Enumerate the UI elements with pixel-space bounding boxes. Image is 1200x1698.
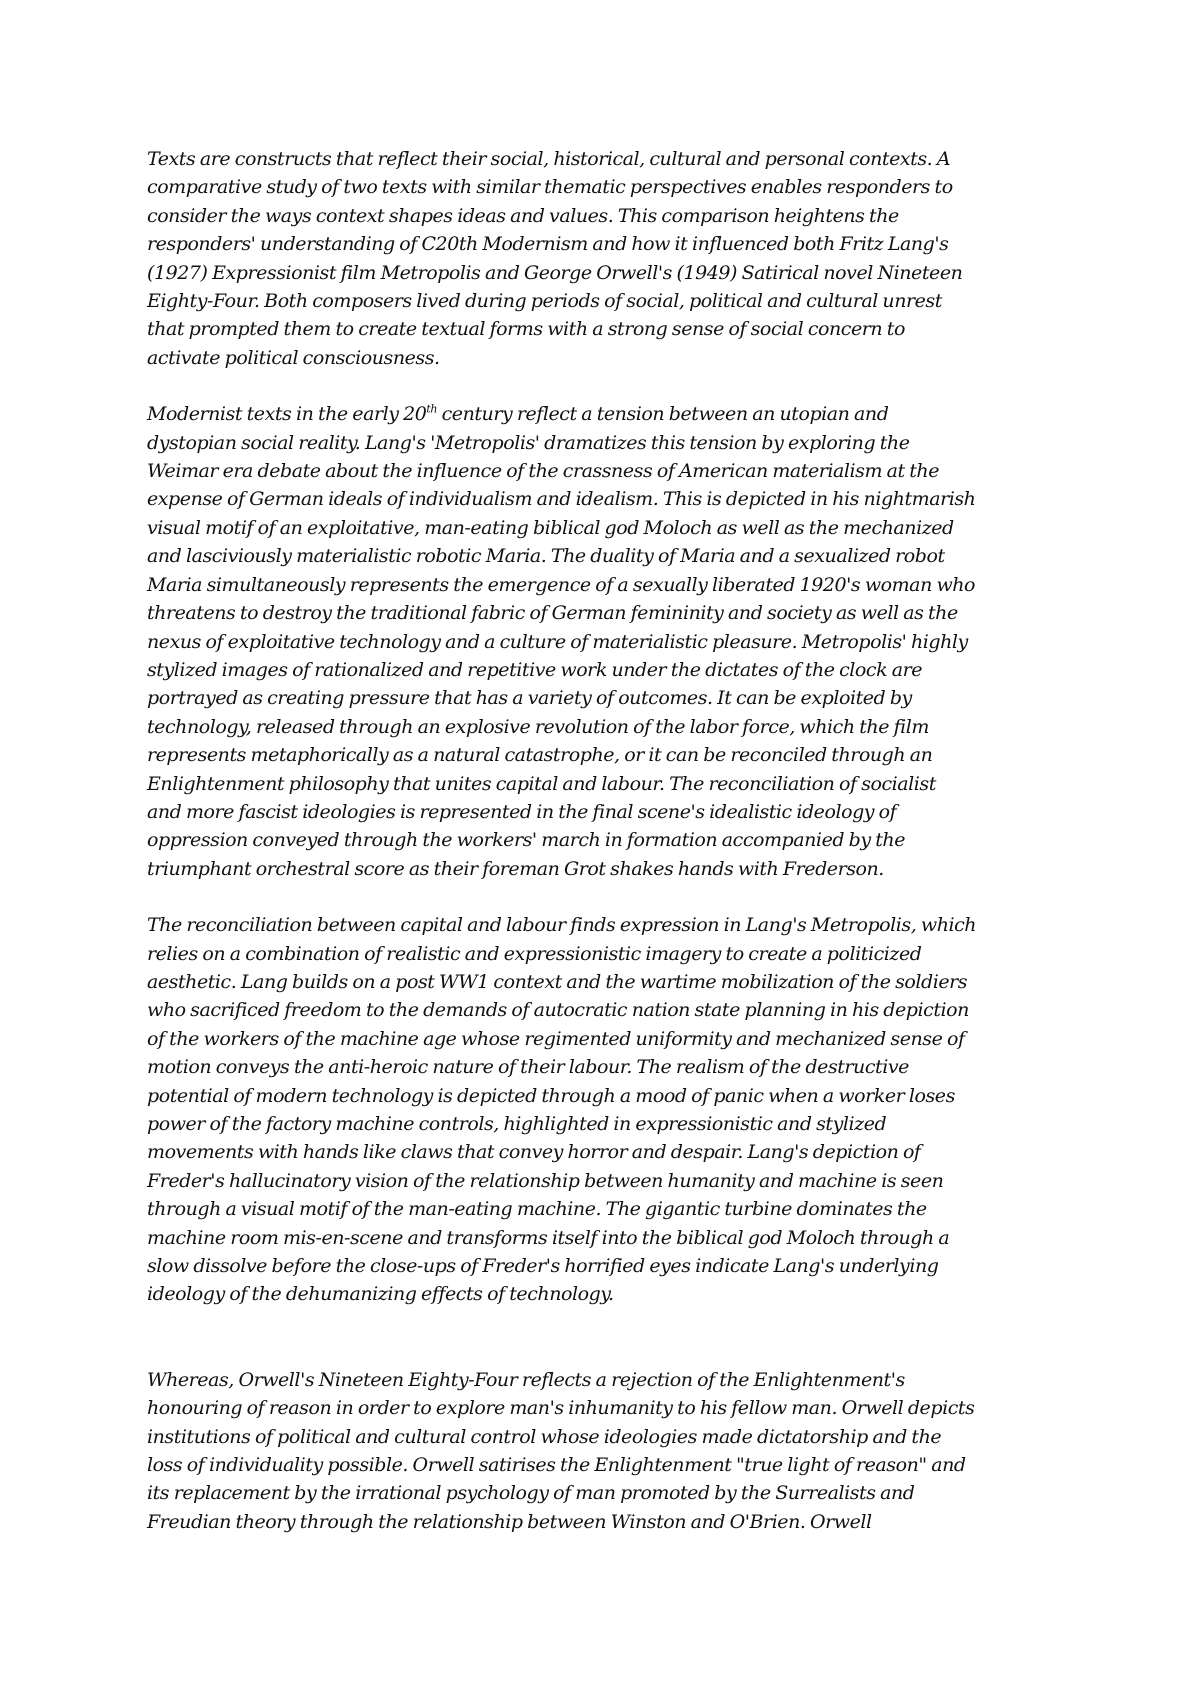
paragraph-spacer	[147, 883, 1067, 911]
paragraph-spacer	[147, 372, 1067, 400]
text-line: power of the factory machine controls, highlighted in expressionistic and stylized	[147, 1113, 887, 1135]
text-line: that prompted them to create textual forms with a strong sense of social concern to	[147, 318, 905, 341]
text-line: (1927) Expressionist film Metropolis and George Orwell's (1949) Satirical novel Nineteen	[147, 261, 963, 284]
text-line: through a visual motif of the man-eating machine. The gigantic turbine dominates the	[147, 1198, 927, 1221]
text-line: responders' understanding of C20th Modernism and how it influenced both Fritz Lang's	[147, 233, 949, 256]
text-line: honouring of reason in order to explore man's inhumanity to his fellow man. Orwell depicts	[147, 1397, 975, 1420]
text-line	[147, 400, 1067, 428]
text-line: its replacement by the irrational psychology of man promoted by the Surrealists and	[147, 1482, 915, 1505]
text-line: relies on a combination of realistic and expressionistic imagery to create a politicized	[147, 942, 922, 965]
text-line: visual motif of an exploitative, man-eating biblical god Moloch as well as the mechanized	[147, 516, 954, 539]
text-line: oppression conveyed through the workers' march in formation accompanied by the	[147, 829, 906, 852]
paragraph-spacer	[147, 1309, 1067, 1366]
text-line: of the workers of the machine age whose regimented uniformity and mechanized sense of	[147, 1027, 965, 1050]
text-line: slow dissolve before the close-ups of Freder's horrified eyes indicate Lang's underlying	[147, 1255, 939, 1278]
text-line: who sacrificed freedom to the demands of autocratic nation state planning in his depiction	[147, 999, 969, 1022]
text-line: motion conveys the anti-heroic nature of their labour. The realism of the destructive	[147, 1056, 909, 1079]
text-line: activate political consciousness.	[147, 346, 440, 369]
text-line: aesthetic. Lang builds on a post WW1 context and the wartime mobilization of the soldiers	[147, 970, 968, 993]
text-line: Freudian theory through the relationship between Winston and O'Brien. Orwell	[147, 1510, 872, 1533]
text-line: portrayed as creating pressure that has a variety of outcomes. It can be exploited by	[147, 687, 912, 710]
text-run: century reflect a tension between an utopian and	[437, 403, 889, 426]
text-line: represents metaphorically as a natural catastrophe, or it can be reconciled through an	[147, 744, 933, 767]
text-line: movements with hands like claws that convey horror and despair. Lang's depiction of	[147, 1141, 921, 1164]
document-body	[147, 145, 1067, 1536]
text-line: dystopian social reality. Lang's 'Metropolis' dramatizes this tension by exploring the	[147, 431, 910, 454]
text-line: and lasciviously materialistic robotic Maria. The duality of Maria and a sexualized robot	[147, 545, 945, 568]
text-line: expense of German ideals of individualism and idealism. This is depicted in his nightmarish	[147, 488, 976, 511]
text-line: institutions of political and cultural control whose ideologies made dictatorship and the	[147, 1425, 942, 1448]
text-line: nexus of exploitative technology and a culture of materialistic pleasure. Metropolis' highly	[147, 630, 968, 653]
paragraph-introduction	[147, 145, 1067, 372]
text-line: threatens to destroy the traditional fabric of German femininity and society as well as the	[147, 602, 958, 625]
superscript-ordinal: th	[426, 402, 437, 416]
text-line: Texts are constructs that reflect their social, historical, cultural and personal contexts. A	[147, 148, 951, 170]
text-line: Enlightenment philosophy that unites capital and labour. The reconciliation of socialist	[147, 772, 936, 795]
paragraph-modernist-texts	[147, 400, 1067, 883]
text-run: Modernist texts in the early 20	[147, 403, 427, 426]
paragraph-orwell	[147, 1366, 1067, 1536]
text-line: potential of modern technology is depicted through a mood of panic when a worker loses	[147, 1084, 955, 1107]
text-line: comparative study of two texts with similar thematic perspectives enables responders to	[147, 176, 953, 199]
text-line: The reconciliation between capital and labour finds expression in Lang's Metropolis, which	[147, 914, 977, 937]
text-line: Whereas, Orwell's Nineteen Eighty-Four reflects a rejection of the Enlightenment's	[147, 1368, 905, 1391]
text-line: and more fascist ideologies is represented in the final scene's idealistic ideology of	[147, 800, 897, 823]
text-line: consider the ways context shapes ideas and values. This comparison heightens the	[147, 204, 899, 227]
text-line: ideology of the dehumanizing effects of technology.	[147, 1283, 614, 1306]
text-line: triumphant orchestral score as their foreman Grot shakes hands with Frederson.	[147, 857, 884, 880]
text-line: Eighty-Four. Both composers lived during periods of social, political and cultural unrest	[147, 290, 942, 313]
text-line: Maria simultaneously represents the emergence of a sexually liberated 1920's woman who	[147, 573, 976, 596]
paragraph-reconciliation	[147, 911, 1067, 1309]
text-line: Weimar era debate about the influence of the crassness of American materialism at the	[147, 460, 940, 483]
text-line: stylized images of rationalized and repetitive work under the dictates of the clock are	[147, 658, 923, 681]
text-line: machine room mis-en-scene and transforms itself into the biblical god Moloch through a	[147, 1226, 950, 1249]
text-line: technology, released through an explosive revolution of the labor force, which the film	[147, 715, 929, 738]
text-line: Freder's hallucinatory vision of the relationship between humanity and machine is seen	[147, 1169, 944, 1192]
text-line: loss of individuality possible. Orwell satirises the Enlightenment "true light of reason" and	[147, 1454, 966, 1477]
